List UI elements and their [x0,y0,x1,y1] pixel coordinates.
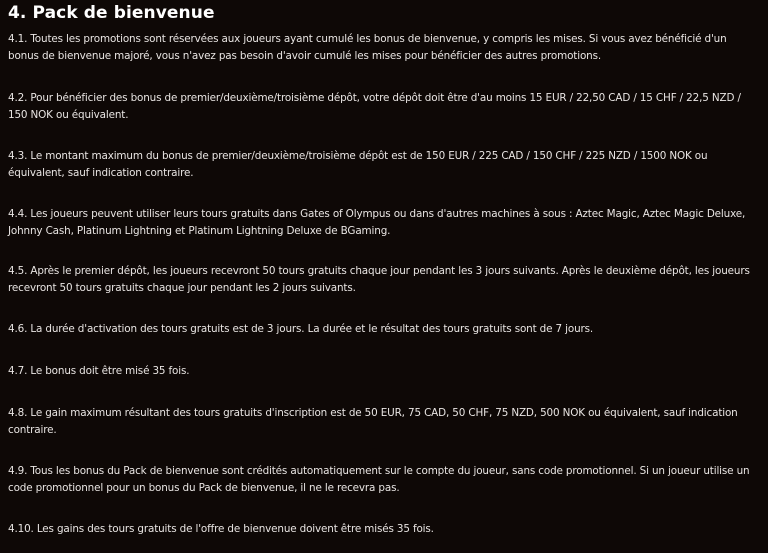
clause-4-10: 4.10. Les gains des tours gratuits de l'offre de bienvenue doivent être misés 35 fois. [8,523,434,535]
clause-4-4: 4.4. Les joueurs peuvent utiliser leurs tours gratuits dans Gates of Olympus ou dans d'autres machines à sous : Aztec Magic, Aztec Magic Deluxe, Johnny Cash, Platinum Lightning et Platinum Lightning Deluxe de BGaming. [8,208,746,237]
clause-4-2: 4.2. Pour bénéficier des bonus de premier/deuxième/troisième dépôt, votre dépôt doit être d'au moins 15 EUR / 22,50 CAD / 15 CHF / 22,5 NZD / 150 NOK ou équivalent. [8,92,741,121]
clause-4-6: 4.6. La durée d'activation des tours gratuits est de 3 jours. La durée et le résultat des tours gratuits sont de 7 jours. [8,323,594,335]
clause-4-5: 4.5. Après le premier dépôt, les joueurs recevront 50 tours gratuits chaque jour pendant les 3 jours suivants. Après le deuxième dépôt, les joueurs recevront 50 tours gratuits chaque jour pendant les 2 jours suivants. [8,265,750,294]
section-title: 4. Pack de bienvenue [8,3,215,23]
clause-4-9: 4.9. Tous les bonus du Pack de bienvenue sont crédités automatiquement sur le compte du joueur, sans code promotionnel. Si un joueur utilise un code promotionnel pour un bonus du Pack de bienvenue, il ne le recevra pas. [8,465,750,494]
clause-4-3: 4.3. Le montant maximum du bonus de premier/deuxième/troisième dépôt est de 150 EUR / 225 CAD / 150 CHF / 225 NZD / 1500 NOK ou équivalent, sauf indication contraire. [8,150,708,179]
welcome-pack-section [8,0,760,535]
clause-4-8: 4.8. Le gain maximum résultant des tours gratuits d'inscription est de 50 EUR, 75 CAD, 50 CHF, 75 NZD, 500 NOK ou équivalent, sauf indication contraire. [8,407,738,436]
clause-4-1: 4.1. Toutes les promotions sont réservées aux joueurs ayant cumulé les bonus de bienvenue, y compris les mises. Si vous avez bénéficié d'un bonus de bienvenue majoré, vous n'avez pas besoin d'avoir cumulé les mises pour bénéficier des autres promotions. [8,33,727,62]
clause-4-7: 4.7. Le bonus doit être misé 35 fois. [8,365,190,377]
